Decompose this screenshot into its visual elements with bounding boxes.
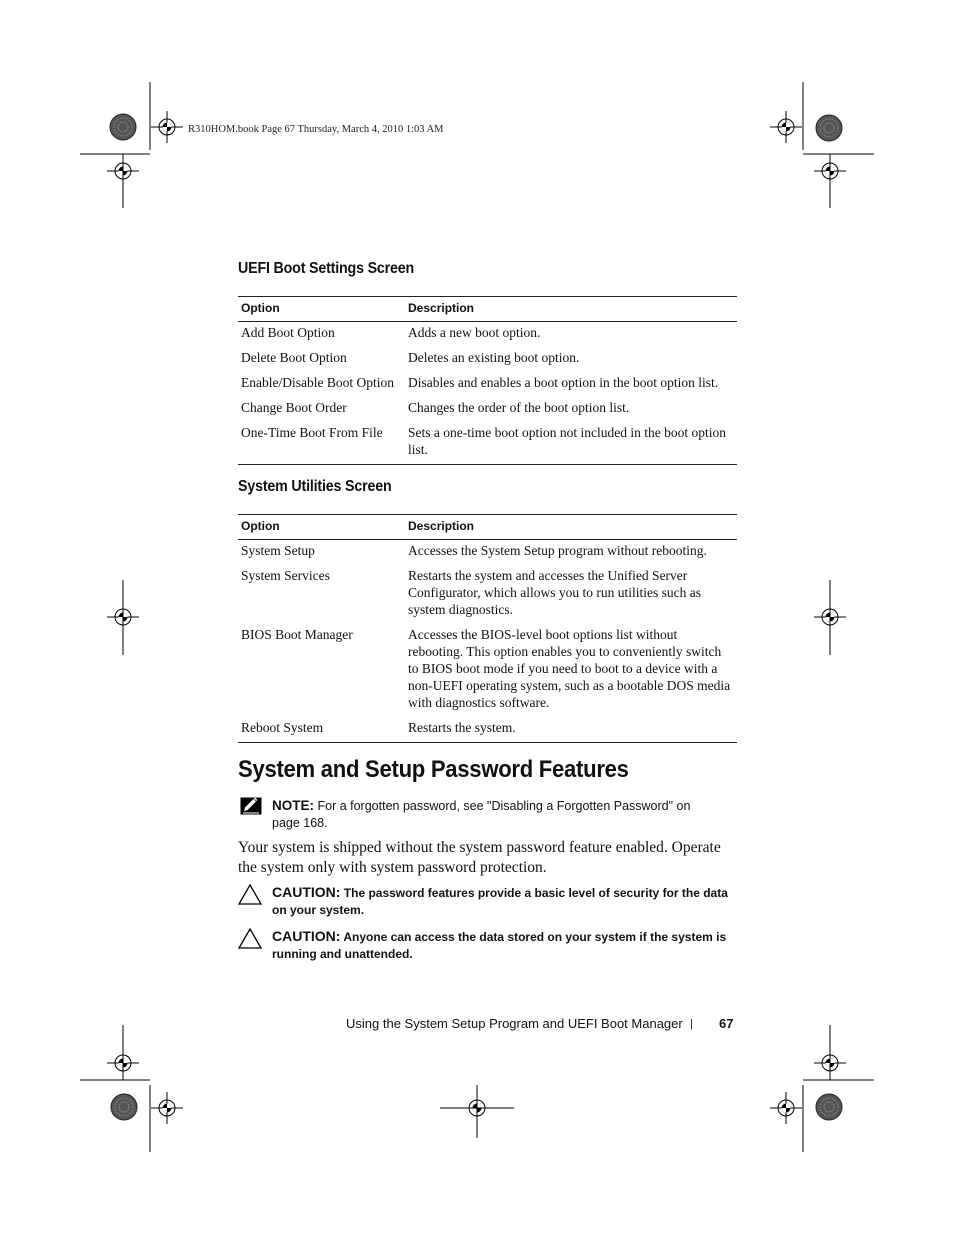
table-row [238, 422, 737, 465]
description-cell: Changes the order of the boot option list. [408, 400, 630, 415]
table-row [238, 372, 737, 397]
description-cell: Restarts the system and accesses the Unified Server Configurator, which allows you to run utilities such as system diagnostics. [408, 568, 702, 617]
table-header-row [238, 297, 737, 322]
table-row [238, 322, 737, 348]
caution-label: CAUTION: [272, 884, 341, 900]
table-row [238, 624, 737, 717]
option-cell: Reboot System [241, 720, 324, 735]
option-cell: One-Time Boot From File [241, 425, 383, 440]
caution-block-2 [272, 928, 740, 963]
uefi-section-heading: UEFI Boot Settings Screen [238, 260, 415, 277]
color-registration-disc-icon [111, 1094, 137, 1120]
system-utilities-table [238, 514, 737, 743]
column-header-option: Option [238, 515, 405, 540]
description-cell: Disables and enables a boot option in the boot option list. [408, 375, 719, 390]
table-row [238, 397, 737, 422]
footer-separator: | [690, 1018, 693, 1030]
caution-label: CAUTION: [272, 928, 341, 944]
option-cell: Delete Boot Option [241, 350, 347, 365]
option-cell: System Services [241, 568, 330, 583]
column-header-description: Description [405, 297, 737, 322]
caution-triangle-icon [238, 884, 262, 905]
color-registration-disc-icon [816, 115, 842, 141]
column-header-description: Description [405, 515, 737, 540]
table-row [238, 347, 737, 372]
registration-crosshair-icon [151, 111, 183, 143]
caution-text: The password features provide a basic level of security for the data on your system. [272, 886, 728, 917]
option-cell: Change Boot Order [241, 400, 347, 415]
note-block [272, 797, 712, 832]
table-row [238, 540, 737, 566]
option-cell: Enable/Disable Boot Option [241, 375, 394, 390]
footer-chapter-title: Using the System Setup Program and UEFI Boot Manager [346, 1016, 683, 1031]
color-registration-disc-icon [110, 114, 136, 140]
note-text: For a forgotten password, see "Disabling a Forgotten Password" on page 168. [272, 799, 691, 830]
note-label: NOTE: [272, 798, 314, 813]
description-cell: Restarts the system. [408, 720, 516, 735]
description-cell: Accesses the BIOS-level boot options list without rebooting. This option enables you to conveniently switch to BIOS boot mode if you need to boot to a device with a non-UEFI operating system, such as a bootable DOS media with diagnostics software. [408, 627, 731, 710]
registration-crosshair-icon [770, 1092, 802, 1124]
page-title: System and Setup Password Features [238, 756, 629, 783]
registration-crosshair-icon [770, 111, 802, 143]
slug-line: R310HOM.book Page 67 Thursday, March 4, 2010 1:03 AM [188, 124, 444, 135]
uefi-boot-settings-table [238, 296, 737, 465]
description-cell: Adds a new boot option. [408, 325, 541, 340]
description-cell: Accesses the System Setup program without rebooting. [408, 543, 707, 558]
option-cell: System Setup [241, 543, 315, 558]
registration-crosshair-icon [151, 1092, 183, 1124]
caution-block-1 [272, 884, 740, 919]
option-cell: Add Boot Option [241, 325, 335, 340]
description-cell: Sets a one-time boot option not included in the boot option list. [408, 425, 726, 457]
caution-text: Anyone can access the data stored on your system if the system is running and unattended. [272, 930, 727, 961]
column-header-option: Option [238, 297, 405, 322]
table-row [238, 717, 737, 743]
caution-triangle-icon [238, 928, 262, 949]
description-cell: Deletes an existing boot option. [408, 350, 580, 365]
table-row [238, 565, 737, 624]
table-header-row [238, 515, 737, 540]
utilities-section-heading: System Utilities Screen [238, 478, 392, 495]
body-paragraph: Your system is shipped without the system password feature enabled. Operate the system only with system password protection. [238, 839, 721, 876]
note-pencil-icon [240, 797, 262, 815]
page-number: 67 [719, 1016, 734, 1031]
color-registration-disc-icon [816, 1094, 842, 1120]
option-cell: BIOS Boot Manager [241, 627, 353, 642]
